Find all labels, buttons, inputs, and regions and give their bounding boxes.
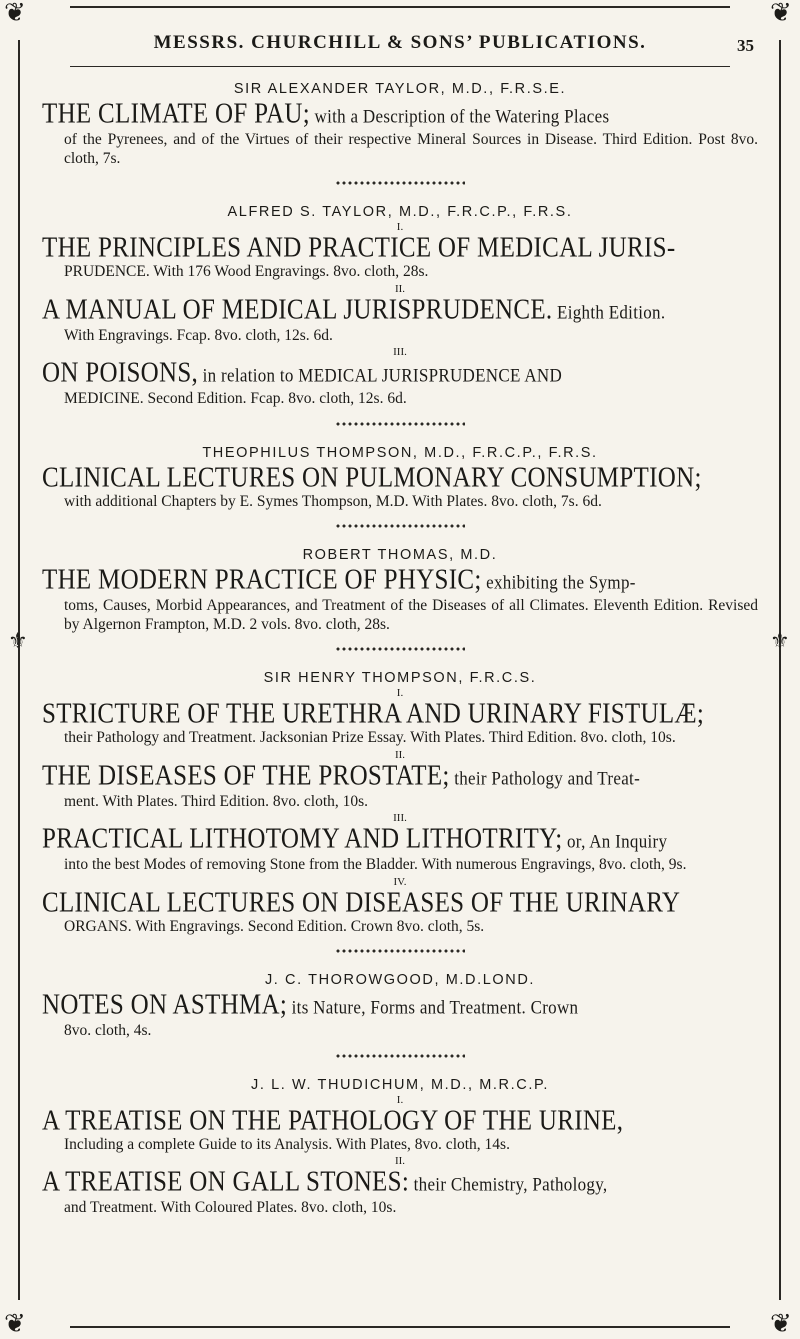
book-title	[42, 699, 758, 730]
catalogue-page	[42, 22, 758, 1218]
book-numeral: I.	[396, 1093, 404, 1106]
author-heading: J. L. W. THUDICHUM, M.D., M.R.C.P.	[251, 1076, 549, 1093]
author-heading: ROBERT THOMAS, M.D.	[302, 547, 498, 563]
page-number: 35	[737, 36, 754, 55]
book-numeral: II.	[394, 282, 406, 295]
author-heading: SIR ALEXANDER TAYLOR, M.D., F.R.S.E.	[233, 81, 567, 97]
book-numeral: II.	[394, 1155, 406, 1167]
book-description: and Treatment. With Coloured Plates. 8vo. cloth, 10s.	[64, 1199, 397, 1216]
book-title-main: THE PRINCIPLES AND PRACTICE OF MEDICAL JURIS-	[42, 233, 676, 264]
book-entry	[42, 233, 758, 282]
bottom-border-rule	[70, 1326, 730, 1328]
corner-ornament-top-right: ❦	[770, 0, 792, 27]
book-description: MEDICINE. Second Edition. Fcap. 8vo. cloth, 12s. 6d.	[64, 390, 407, 407]
book-numeral: I.	[396, 687, 404, 699]
book-numeral: II.	[394, 748, 406, 761]
book-entry	[42, 824, 758, 875]
book-title	[42, 565, 758, 599]
book-title-rest: or, An Inquiry	[562, 830, 668, 852]
book-description: into the best Modes of removing Stone from the Bladder. With numerous Engravings, 8vo. cloth, 9s.	[64, 856, 687, 873]
book-title-main: CLINICAL LECTURES ON DISEASES OF THE URINARY	[42, 887, 681, 918]
book-title-main: THE CLIMATE OF PAU;	[42, 99, 310, 130]
corner-ornament-top-left: ❦	[4, 0, 26, 27]
book-title	[42, 233, 758, 264]
book-description: ORGANS. With Engravings. Second Edition. Crown 8vo. cloth, 5s.	[64, 917, 485, 935]
book-numeral: I.	[396, 221, 404, 233]
header-rule	[70, 66, 730, 67]
book-title-main: CLINICAL LECTURES ON PULMONARY CONSUMPTION;	[42, 462, 702, 493]
book-entry	[42, 295, 758, 346]
author-heading: J. C. THOROWGOOD, M.D.LOND.	[264, 972, 536, 988]
side-ornament-right: ⚜	[770, 628, 790, 653]
book-title-rest: their Chemistry, Pathology,	[409, 1173, 608, 1195]
book-numeral: IV.	[393, 875, 407, 888]
book-entry	[42, 1167, 758, 1218]
book-entry	[42, 358, 758, 409]
corner-ornament-bottom-left: ❦	[4, 1309, 26, 1338]
book-title-rest: its Nature, Forms and Treatment. Crown	[287, 996, 579, 1018]
book-title-main: PRACTICAL LITHOTOMY AND LITHOTRITY;	[42, 824, 563, 855]
book-entry	[42, 990, 758, 1041]
book-entry	[42, 888, 758, 937]
book-entry	[42, 1106, 758, 1155]
book-title-rest: with a Description of the Watering Places	[310, 105, 610, 127]
author-heading: SIR HENRY THOMPSON, F.R.C.S.	[263, 670, 537, 686]
book-description: with additional Chapters by E. Symes Thompson, M.D. With Plates. 8vo. cloth, 7s. 6d.	[64, 492, 602, 510]
book-title-main: A MANUAL OF MEDICAL JURISPRUDENCE.	[42, 294, 553, 325]
book-description: With Engravings. Fcap. 8vo. cloth, 12s. 6d.	[64, 326, 333, 344]
book-title	[42, 888, 758, 919]
author-heading: ALFRED S. TAYLOR, M.D., F.R.C.P., F.R.S.	[227, 204, 573, 220]
page-header	[42, 22, 758, 62]
book-title	[42, 358, 758, 392]
section-separator	[335, 646, 465, 652]
section-separator	[335, 1053, 465, 1059]
book-description: of the Pyrenees, and of the Virtues of their respective Mineral Sources in Disease. Third Edition. Post 8vo. cloth, 7s.	[64, 131, 758, 167]
page-title: MESSRS. CHURCHILL & SONS’ PUBLICATIONS.	[153, 32, 647, 53]
book-title-main: NOTES ON ASTHMA;	[42, 990, 288, 1021]
book-title-main: THE MODERN PRACTICE OF PHYSIC;	[42, 565, 482, 596]
book-entry	[42, 699, 758, 748]
publications-list	[42, 81, 758, 1218]
side-ornament-left: ⚜	[8, 628, 28, 653]
section-separator	[335, 523, 465, 529]
book-title	[42, 761, 758, 795]
book-description: Including a complete Guide to its Analysis. With Plates, 8vo. cloth, 14s.	[64, 1135, 510, 1153]
section-separator	[335, 180, 465, 186]
book-description: their Pathology and Treatment. Jacksonian Prize Essay. With Plates. Third Edition. 8vo. cloth, 10s.	[64, 729, 676, 746]
top-border-rule	[70, 6, 730, 8]
book-description: 8vo. cloth, 4s.	[64, 1022, 152, 1039]
book-description: toms, Causes, Morbid Appearances, and Treatment of the Diseases of all Climates. Eleventh Edition. Revised by Algernon Frampton, M.D. 2 vols. 8vo. cloth, 28s.	[64, 597, 758, 633]
book-entry	[42, 99, 758, 168]
author-heading: THEOPHILUS THOMPSON, M.D., F.R.C.P., F.R.S.	[202, 444, 598, 461]
book-title	[42, 1167, 758, 1201]
book-title	[42, 295, 758, 329]
book-title	[42, 990, 758, 1024]
left-border-rule	[18, 40, 20, 1300]
book-title-rest: in relation to MEDICAL JURISPRUDENCE AND	[198, 364, 563, 386]
book-title-rest: exhibiting the Symp-	[481, 571, 636, 593]
section-separator	[335, 948, 465, 954]
book-title	[42, 824, 758, 858]
book-description: PRUDENCE. With 176 Wood Engravings. 8vo. cloth, 28s.	[64, 263, 429, 280]
book-title-main: ON POISONS,	[42, 358, 199, 389]
book-title-main: A TREATISE ON GALL STONES:	[42, 1167, 410, 1198]
book-title	[42, 463, 758, 494]
book-title-main: STRICTURE OF THE URETHRA AND URINARY FISTULÆ;	[42, 699, 705, 730]
book-numeral: III.	[393, 346, 407, 358]
book-entry	[42, 463, 758, 512]
book-title-rest: their Pathology and Treat-	[449, 767, 641, 789]
book-entry	[42, 761, 758, 812]
book-numeral: III.	[393, 812, 407, 824]
section-separator	[335, 421, 465, 427]
book-title-main: A TREATISE ON THE PATHOLOGY OF THE URINE,	[42, 1105, 624, 1136]
book-title	[42, 1106, 758, 1137]
right-border-rule	[779, 40, 781, 1300]
book-title	[42, 99, 758, 133]
book-description: ment. With Plates. Third Edition. 8vo. cloth, 10s.	[64, 792, 369, 810]
book-title-main: THE DISEASES OF THE PROSTATE;	[42, 760, 450, 791]
book-title-rest: Eighth Edition.	[552, 301, 666, 323]
book-entry	[42, 565, 758, 634]
corner-ornament-bottom-right: ❦	[770, 1309, 792, 1338]
